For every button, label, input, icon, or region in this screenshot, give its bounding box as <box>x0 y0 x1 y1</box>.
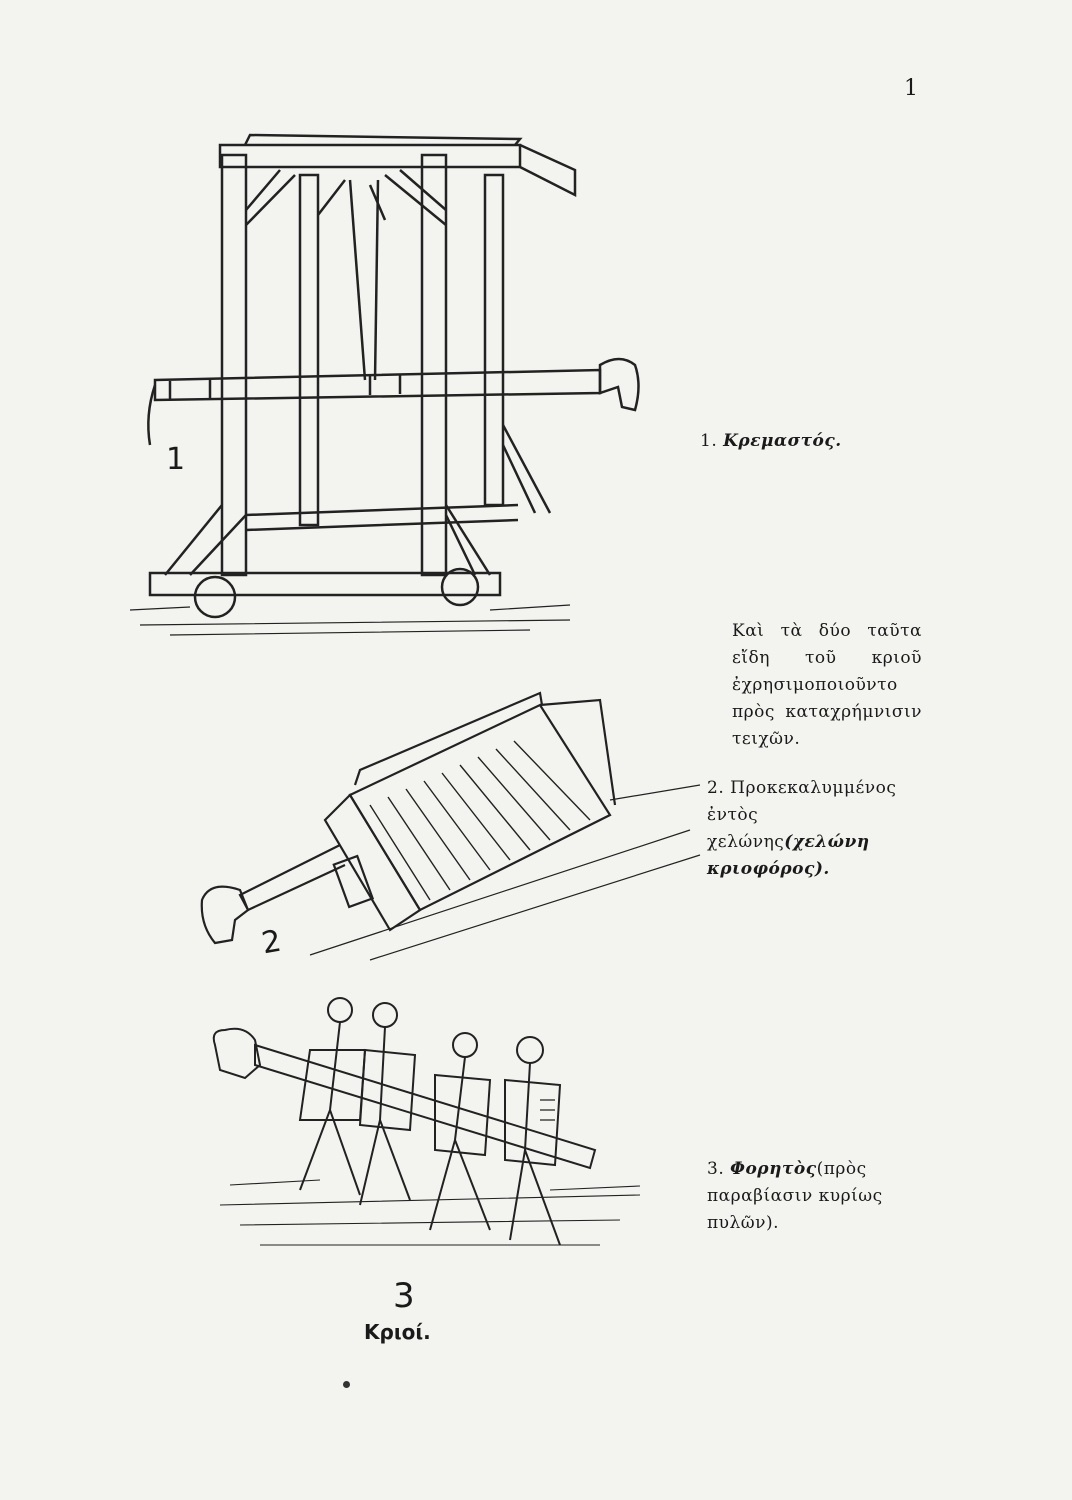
figure-1-caption <box>700 428 842 455</box>
figure-1-label: 1 <box>166 442 186 477</box>
figure-2-caption <box>707 775 922 883</box>
portable-ram-illustration <box>200 990 660 1290</box>
decorative-dot <box>343 1381 350 1388</box>
figure-3-caption <box>707 1156 922 1237</box>
figure-2-caption-text: Προκεκαλυμμένος ἐντὸς χελώνης <box>707 778 897 852</box>
figure-2-label: 2 <box>259 923 284 962</box>
hanging-ram-illustration <box>130 125 650 645</box>
figure-1-caption-number: 1. <box>700 431 718 451</box>
figure-2-caption-italic: (χελώνη κριοφόρος). <box>707 832 870 879</box>
plate-title: Κριοί. <box>364 1320 431 1344</box>
page-number: 1 <box>904 76 918 101</box>
figure-3-caption-text: (πρὸς παραβίασιν κυρίως πυλῶν). <box>707 1159 883 1233</box>
figure-3-label: 3 <box>393 1276 415 1316</box>
figure-1-caption-text: Κρεμαστός. <box>723 431 842 451</box>
figure-3-caption-italic: Φορητὸς <box>730 1159 817 1179</box>
figure-3-caption-number: 3. <box>707 1159 725 1179</box>
figure-note: Καὶ τὰ δύο ταῦτα εἴδη τοῦ κριοῦ ἐχρησιμοποιοῦντο πρὸς καταχρήμνισιν τειχῶν. <box>732 621 922 749</box>
figure-2-caption-number: 2. <box>707 778 725 798</box>
